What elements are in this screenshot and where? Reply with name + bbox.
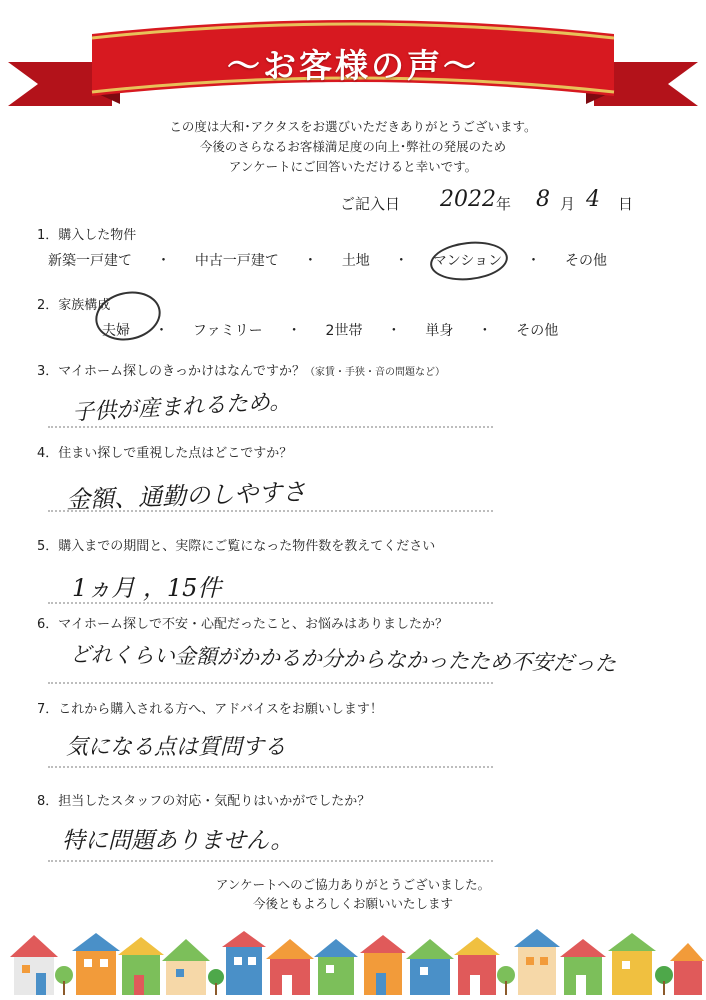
answer-3: 子供が産まれるため。	[71, 389, 292, 426]
house-illustration	[454, 937, 500, 995]
question-8-title: 8．担当したスタッフの対応・気配りはいかがでしたか？	[37, 794, 371, 809]
house-illustration	[360, 935, 406, 995]
question-5-title: 5．購入までの期間と、実際にご覧になった物件数を教えてください	[37, 539, 436, 554]
answer-rule	[48, 860, 493, 862]
closing-line: 今後ともよろしくお願いいたします	[252, 896, 453, 911]
question-3-text: 3．マイホーム探しのきっかけはなんですか？	[37, 364, 306, 379]
date-day-unit: 日	[618, 195, 634, 213]
date-month-value: 8	[536, 187, 550, 212]
option-single: 単身	[425, 323, 454, 339]
question-2-options	[102, 320, 558, 340]
date-month-unit: 月	[560, 195, 576, 213]
option-separator: ・	[386, 323, 401, 339]
answer-rule	[48, 510, 493, 512]
house-illustration	[314, 939, 358, 995]
option-separator: ・	[394, 253, 409, 269]
tree-illustration	[55, 966, 73, 995]
closing-text	[0, 875, 706, 913]
intro-text	[0, 117, 706, 177]
question-3-note: （家賃・手狭・音の問題など）	[305, 367, 446, 378]
house-illustration	[266, 939, 314, 995]
house-illustration	[72, 933, 120, 995]
option-separator: ・	[303, 253, 318, 269]
question-3-title	[37, 360, 445, 379]
option-couple: 夫婦	[102, 323, 130, 339]
option-used-house: 中古一戸建て	[194, 253, 279, 269]
house-illustration	[162, 939, 210, 995]
tree-illustration	[497, 966, 515, 995]
option-family: ファミリー	[192, 323, 263, 339]
answer-rule	[48, 766, 493, 768]
house-illustration	[514, 929, 560, 995]
answer-rule	[48, 602, 493, 604]
house-illustration	[560, 939, 606, 995]
option-mansion: マンション	[432, 253, 503, 269]
answer-8: 特に問題ありません。	[62, 828, 294, 854]
house-illustration	[670, 943, 704, 995]
option-separator: ・	[156, 253, 171, 269]
intro-line: この度は大和･アクタスをお選びいただきありがとうございます。	[169, 119, 537, 134]
date-label: ご記入日	[340, 195, 401, 213]
option-separator: ・	[287, 323, 302, 339]
option-two-generation: 2世帯	[325, 323, 363, 339]
answer-6: どれくらい金額がかかるか分からなかったため不安だった	[69, 642, 617, 676]
intro-line: 今後のさらなるお客様満足度の向上･弊社の発展のため	[199, 139, 507, 154]
date-day-value: 4	[586, 187, 600, 212]
houses-decoration	[0, 925, 706, 1000]
question-6-title: 6．マイホーム探しで不安・心配だったこと、お悩みはありましたか？	[37, 617, 449, 632]
answer-rule	[48, 426, 493, 428]
house-illustration	[406, 939, 454, 995]
answer-5: 1ヵ月 ，15件	[72, 574, 222, 602]
house-illustration	[608, 933, 656, 995]
house-illustration	[118, 937, 164, 995]
entry-date	[340, 187, 680, 223]
house-illustration	[222, 931, 266, 995]
intro-line: アンケートにご回答いただけると幸いです。	[228, 159, 478, 174]
date-year-unit: 年	[496, 195, 512, 213]
date-year-value: 2022	[440, 187, 496, 212]
tree-illustration	[208, 969, 224, 995]
option-separator: ・	[477, 323, 492, 339]
answer-7: 気になる点は質問する	[66, 735, 287, 760]
tree-illustration	[655, 966, 673, 995]
question-1-title: 1．購入した物件	[37, 228, 137, 243]
question-2-title: 2．家族構成	[37, 298, 111, 313]
option-new-house: 新築一戸建て	[48, 253, 132, 269]
option-separator: ・	[154, 323, 169, 339]
option-land: 土地	[341, 253, 370, 269]
page-title: 〜お客様の声〜	[227, 46, 479, 85]
house-illustration	[10, 935, 58, 995]
option-separator: ・	[526, 253, 541, 269]
option-other: その他	[516, 323, 559, 339]
question-7-title: 7．これから購入される方へ、アドバイスをお願いします！	[37, 702, 383, 717]
question-4-title: 4．住まい探しで重視した点はどこですか？	[37, 446, 293, 461]
selected-mark-mansion	[428, 238, 510, 284]
closing-line: アンケートへのご協力ありがとうございました。	[215, 877, 491, 892]
question-1-options	[48, 250, 607, 270]
answer-rule	[48, 682, 493, 684]
option-other: その他	[565, 253, 607, 269]
answer-4: 金額、通勤のしやすさ	[65, 477, 307, 515]
